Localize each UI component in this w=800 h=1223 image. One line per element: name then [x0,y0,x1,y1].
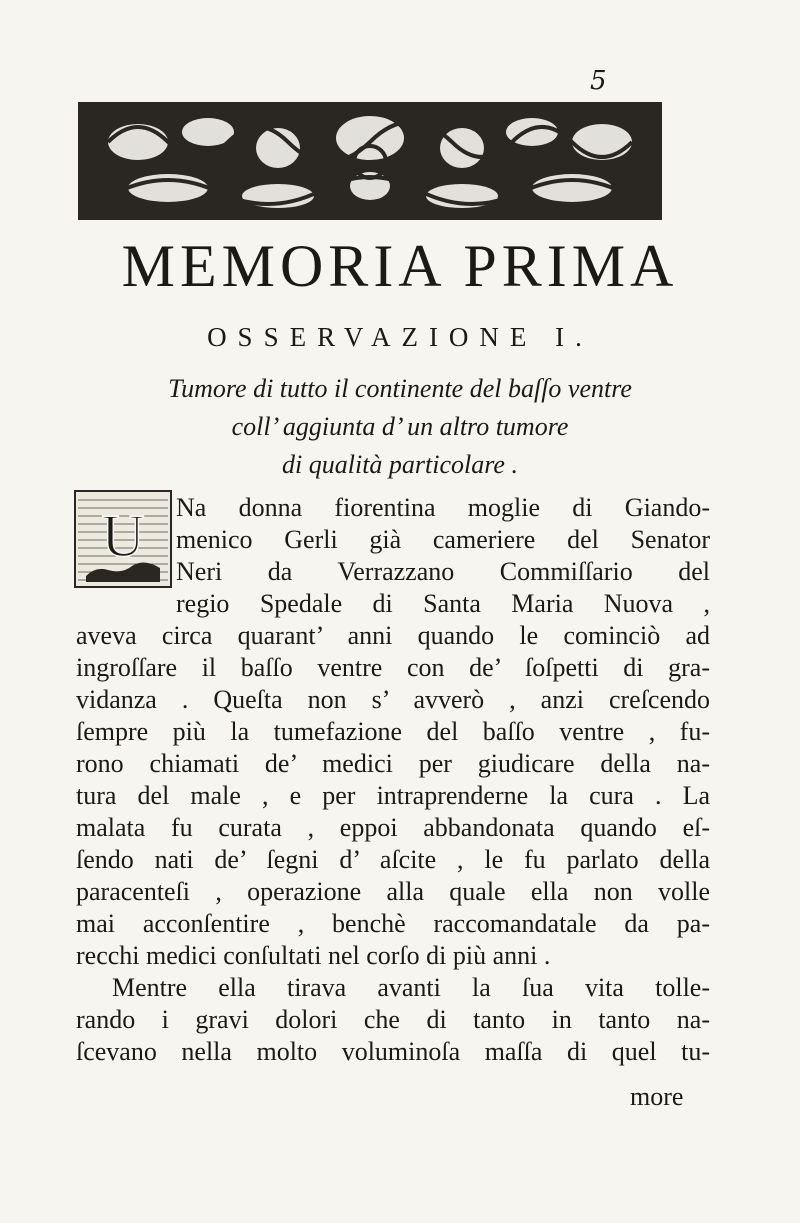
paragraph-2 [76,972,710,1068]
text-line: ingroſſare il baſſo ventre con de’ ſoſpetti di gra- [76,653,710,682]
page-number: 5 [590,66,607,96]
subtitle-line: di qualità particolare . [282,450,518,479]
text-line: menico Gerli già cameriere del Senator [176,525,710,554]
subtitle-line: coll’ aggiunta d’ un altro tumore [231,412,569,441]
catchword: more [630,1082,684,1111]
memoria-heading: MEMORIA PRIMA [121,233,679,299]
text-line: Neri da Verrazzano Commiſſario del [176,557,710,586]
decorative-headpiece-ornament [78,102,662,220]
paragraph-1 [76,492,710,972]
text-line: Na donna fiorentina moglie di Giando- [176,493,710,522]
text-line: ſcevano nella molto voluminoſa maſſa di quel tu- [76,1037,710,1066]
subtitle [0,370,800,484]
text-line: ſendo nati de’ ſegni d’ aſcite , le fu parlato della [76,845,710,874]
text-line: rono chiamati de’ medici per giudicare della na- [76,749,710,778]
dropcap-letter: U [101,503,145,569]
text-line: tura del male , e per intraprenderne la cura . La [76,781,710,810]
observation-heading: OSSERVAZIONE I. [207,322,593,352]
text-line: paracenteſi , operazione alla quale ella non volle [76,877,710,906]
text-line: aveva circa quarant’ anni quando le cominciò ad [76,621,710,650]
text-line: malata fu curata , eppoi abbandonata quando eſ- [76,813,710,842]
text-line: regio Spedale di Santa Maria Nuova , [176,589,710,618]
text-line: mai acconſentire , benchè raccomandatale da pa- [76,909,710,938]
text-line: rando i gravi dolori che di tanto in tanto na- [76,1005,710,1034]
text-line: ſempre più la tumefazione del baſſo ventre , fu- [76,717,710,746]
text-line: Mentre ella tirava avanti la ſua vita tolle- [112,973,710,1002]
text-line: vidanza . Queſta non s’ avverò , anzi creſcendo [76,685,710,714]
text-line: recchi medici conſultati nel corſo di più anni . [76,941,551,970]
subtitle-line: Tumore di tutto il continente del baſſo ventre [168,374,632,403]
